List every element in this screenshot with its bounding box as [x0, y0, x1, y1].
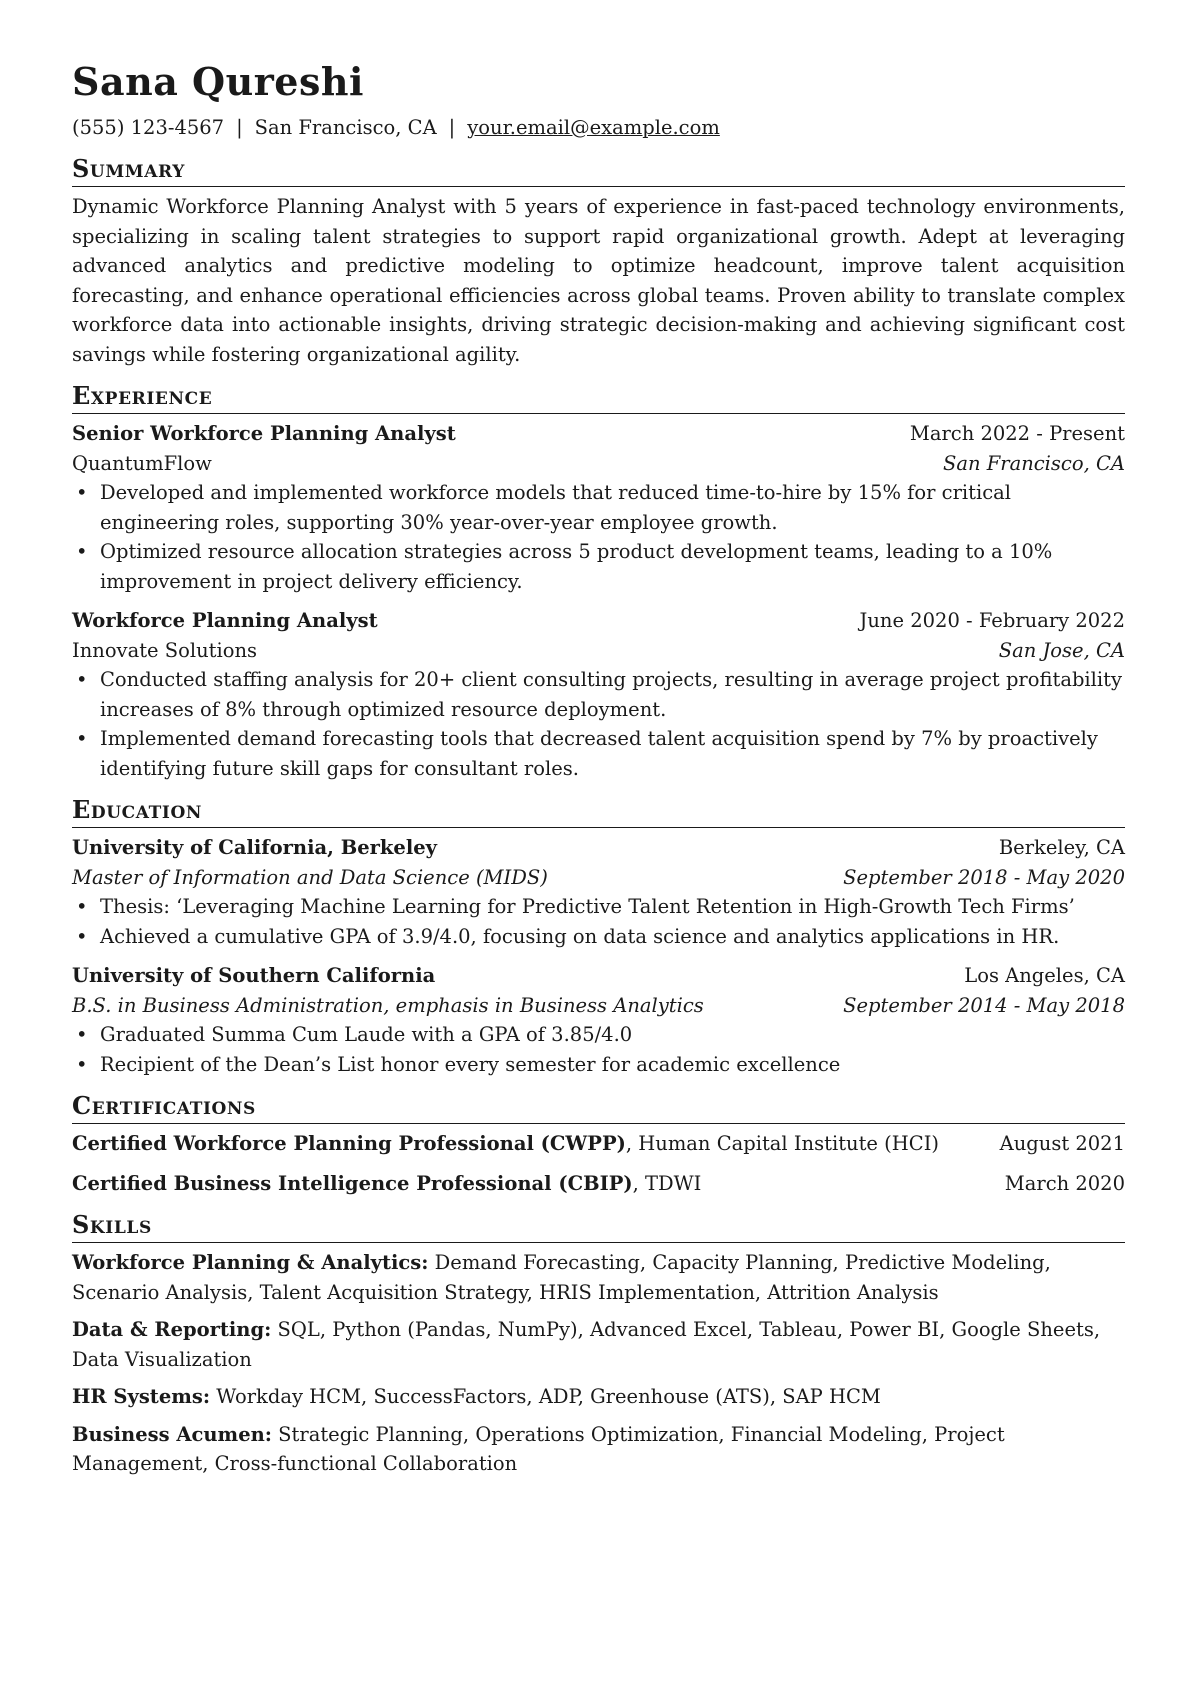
skill-line: [72, 1315, 1125, 1374]
certification-name: Certified Workforce Planning Professional (CWPP): [72, 1132, 626, 1155]
section-heading-summary: Summary: [72, 154, 1125, 187]
school-location: Los Angeles, CA: [964, 964, 1125, 987]
job-location: San Francisco, CA: [942, 451, 1125, 475]
bullet-text: Achieved a cumulative GPA of 3.9/4.0, focusing on data science and analytics applications in HR.: [100, 924, 1060, 948]
job-dates: June 2020 - February 2022: [859, 609, 1125, 632]
skills-section: [72, 1210, 1125, 1479]
bullet-icon: •: [76, 1023, 88, 1046]
school-name: University of Southern California: [72, 964, 436, 987]
degree-row: [72, 991, 1125, 1021]
degree: Master of Information and Data Science (MIDS): [72, 865, 548, 889]
separator: |: [448, 116, 456, 139]
school-row: [72, 833, 1125, 863]
section-heading-experience: Experience: [72, 381, 1125, 414]
degree-row: [72, 863, 1125, 893]
job-dates: March 2022 - Present: [909, 422, 1125, 445]
education-dates: September 2014 - May 2018: [843, 993, 1125, 1017]
bullet-text: Graduated Summa Cum Laude with a GPA of 3.85/4.0: [100, 1023, 633, 1046]
skill-line: [72, 1382, 1125, 1412]
job-title: Workforce Planning Analyst: [72, 609, 378, 632]
list-item: [72, 892, 1125, 922]
list-item: [72, 724, 1125, 783]
bullet-text: Developed and implemented workforce models that reduced time-to-hire by 15% for critical engineering roles, supporting 30% year-over-year employee growth.: [100, 481, 1011, 534]
skill-category: Data & Reporting:: [72, 1318, 272, 1341]
company-row: [72, 449, 1125, 479]
summary-section: [72, 154, 1125, 369]
company-row: [72, 636, 1125, 666]
skill-category: Workforce Planning & Analytics:: [72, 1251, 429, 1274]
certifications-section: [72, 1091, 1125, 1198]
list-item: [72, 478, 1125, 537]
section-heading-certifications: Certifications: [72, 1091, 1125, 1124]
job-title: Senior Workforce Planning Analyst: [72, 422, 456, 445]
bullet-text: Implemented demand forecasting tools that decreased talent acquisition spend by 7% by proactively identifying future skill gaps for consultant roles.: [100, 727, 1098, 780]
education-dates: September 2018 - May 2020: [843, 865, 1125, 889]
certification-text: [72, 1129, 939, 1159]
bullet-icon: •: [76, 481, 88, 504]
job-title-row: [72, 419, 1125, 449]
certification-row: [72, 1169, 1125, 1199]
bullet-icon: •: [76, 727, 88, 750]
phone: (555) 123-4567: [72, 116, 225, 139]
job-title-row: [72, 606, 1125, 636]
experience-entry: [72, 419, 1125, 596]
job-location: San Jose, CA: [998, 638, 1125, 662]
experience-entry: [72, 606, 1125, 783]
company-name: QuantumFlow: [72, 451, 212, 475]
skill-category: Business Acumen:: [72, 1422, 272, 1446]
list-item: [72, 1020, 1125, 1050]
location: San Francisco, CA: [254, 116, 437, 139]
bullet-text: Thesis: ‘Leveraging Machine Learning for Predictive Talent Retention in High-Growth Tech Firms’: [100, 895, 1075, 918]
bullet-text: Recipient of the Dean’s List honor every semester for academic excellence: [100, 1052, 841, 1076]
section-heading-skills: Skills: [72, 1210, 1125, 1243]
bullet-text: Conducted staffing analysis for 20+ client consulting projects, resulting in average project profitability increases of 8% through optimized resource deployment.: [100, 668, 1122, 721]
candidate-name: Sana Qureshi: [72, 59, 364, 104]
contact-line: [72, 114, 1125, 142]
certification-row: [72, 1129, 1125, 1159]
school-row: [72, 961, 1125, 991]
skill-values: SQL, Python (Pandas, NumPy), Advanced Excel, Tableau, Power BI, Google Sheets, Data Visualization: [72, 1318, 1101, 1371]
bullet-icon: •: [76, 668, 88, 691]
bullet-icon: •: [76, 540, 88, 563]
education-bullets: [72, 1020, 1125, 1079]
school-name: University of California, Berkeley: [72, 836, 437, 859]
experience-section: [72, 381, 1125, 783]
certification-date: August 2021: [999, 1132, 1125, 1155]
degree: B.S. in Business Administration, emphasis in Business Analytics: [72, 993, 704, 1017]
bullet-icon: •: [76, 924, 88, 948]
skill-category: HR Systems:: [72, 1385, 211, 1408]
section-heading-education: Education: [72, 795, 1125, 828]
skill-values: Demand Forecasting, Capacity Planning, Predictive Modeling, Scenario Analysis, Talent Acquisition Strategy, HRIS Implementation, Attrition Analysis: [72, 1251, 1051, 1304]
bullet-icon: •: [76, 1052, 88, 1076]
list-item: [72, 922, 1125, 952]
job-bullets: [72, 665, 1125, 783]
education-entry: [72, 961, 1125, 1079]
certification-issuer: , TDWI: [632, 1171, 702, 1195]
job-bullets: [72, 478, 1125, 596]
bullet-text: Optimized resource allocation strategies across 5 product development teams, leading to a 10% improvement in project delivery efficiency.: [100, 540, 1053, 593]
list-item: [72, 537, 1125, 596]
certification-date: March 2020: [1004, 1171, 1125, 1195]
education-bullets: [72, 892, 1125, 951]
list-item: [72, 1050, 1125, 1080]
certification-text: [72, 1169, 701, 1199]
company-name: Innovate Solutions: [72, 638, 258, 662]
skill-values: Strategic Planning, Operations Optimization, Financial Modeling, Project Management, Cross-functional Collaboration: [72, 1422, 1005, 1475]
education-section: [72, 795, 1125, 1079]
summary-text: Dynamic Workforce Planning Analyst with 5 years of experience in fast-paced technology environments, specializing in scaling talent strategies to support rapid organizational growth. Adept at leveraging advanced analytics and predictive modeling to optimize headcount, improve talent acquisition forecasting, and enhance operational efficiencies across global teams. Proven ability to translate complex workforce data into actionable insights, driving strategic decision-making and achieving significant cost savings while fostering organizational agility.: [72, 195, 1125, 366]
bullet-icon: •: [76, 895, 88, 918]
school-location: Berkeley, CA: [998, 836, 1125, 859]
list-item: [72, 665, 1125, 724]
education-entry: [72, 833, 1125, 951]
skill-line: [72, 1420, 1125, 1479]
email-link[interactable]: your.email@example.com: [467, 116, 720, 139]
certification-name: Certified Business Intelligence Professional (CBIP): [72, 1171, 633, 1195]
certification-issuer: , Human Capital Institute (HCI): [625, 1132, 940, 1155]
skill-line: [72, 1248, 1125, 1307]
skill-values: Workday HCM, SuccessFactors, ADP, Greenhouse (ATS), SAP HCM: [210, 1385, 881, 1408]
separator: |: [236, 116, 243, 139]
